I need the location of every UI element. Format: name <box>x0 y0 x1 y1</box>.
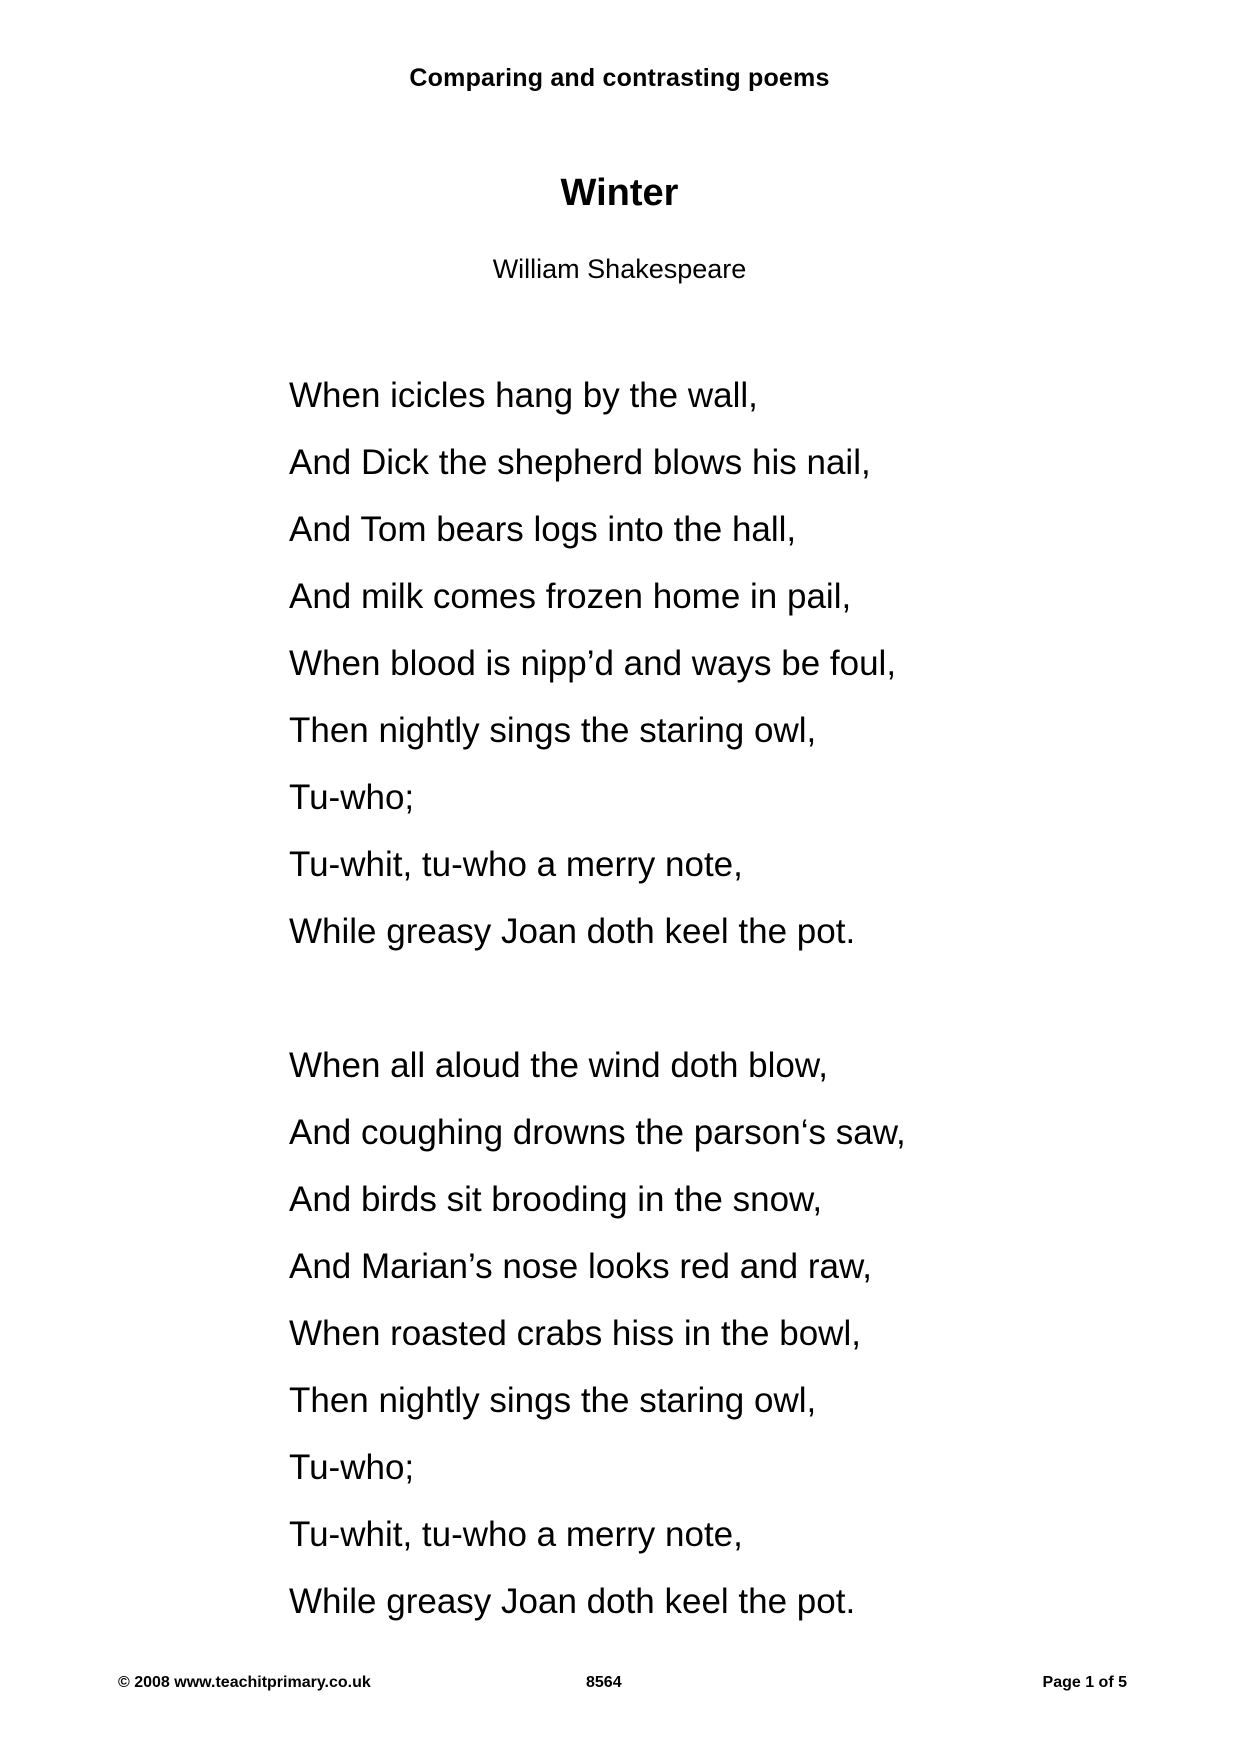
poem-line: When all aloud the wind doth blow, <box>289 1046 828 1085</box>
poem-line: When icicles hang by the wall, <box>289 376 758 415</box>
poem-line: And coughing drowns the parson‘s saw, <box>289 1113 906 1152</box>
poem-line: Then nightly sings the staring owl, <box>289 1381 817 1420</box>
poem-line: And Tom bears logs into the hall, <box>289 510 797 549</box>
poem-line: Tu-who; <box>289 1448 415 1487</box>
poem-author: William Shakespeare <box>492 254 747 284</box>
poem-line: And Dick the shepherd blows his nail, <box>289 443 871 482</box>
poem-line: Then nightly sings the staring owl, <box>289 711 817 750</box>
poem-line: When blood is nipp’d and ways be foul, <box>289 644 897 683</box>
stanza-2 <box>289 1032 1049 1635</box>
poem-line: Tu-whit, tu-who a merry note, <box>289 845 743 884</box>
document-header-title: Comparing and contrasting poems <box>409 64 830 92</box>
poem-line: Tu-whit, tu-who a merry note, <box>289 1515 743 1554</box>
poem-body <box>289 362 1049 1635</box>
poem-line: While greasy Joan doth keel the pot. <box>289 1582 856 1621</box>
footer-copyright: © 2008 www.teachitprimary.co.uk <box>118 1674 371 1691</box>
poem-line: And Marian’s nose looks red and raw, <box>289 1247 873 1286</box>
footer-resource-id: 8564 <box>586 1674 622 1691</box>
footer-page-number: Page 1 of 5 <box>1042 1674 1127 1691</box>
poem-line: And milk comes frozen home in pail, <box>289 577 852 616</box>
page-footer <box>0 1674 1239 1698</box>
poem-title: Winter <box>560 172 679 214</box>
poem-line: When roasted crabs hiss in the bowl, <box>289 1314 861 1353</box>
poem-line: Tu-who; <box>289 778 415 817</box>
poem-line: And birds sit brooding in the snow, <box>289 1180 823 1219</box>
poem-line: While greasy Joan doth keel the pot. <box>289 912 856 951</box>
stanza-1 <box>289 362 1049 965</box>
